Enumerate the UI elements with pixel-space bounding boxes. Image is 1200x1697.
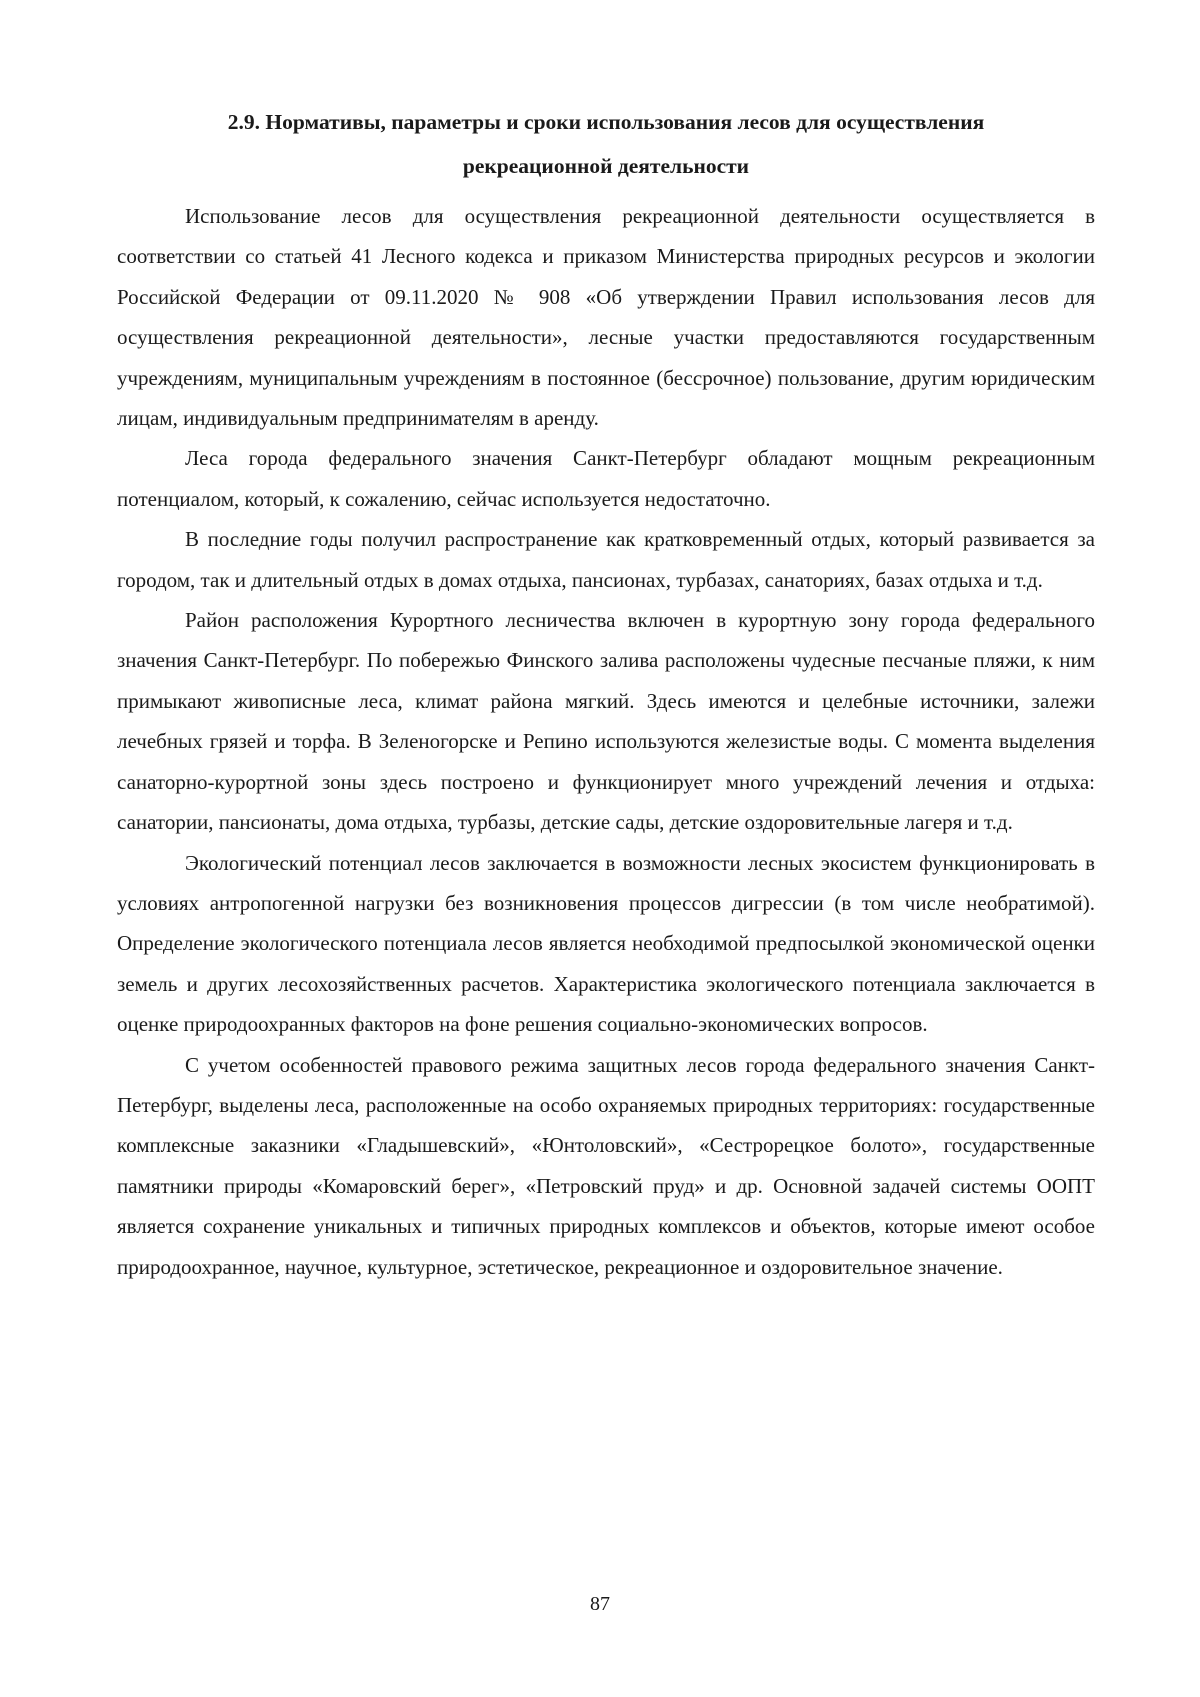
section-title-line-2: рекреационной деятельности <box>462 154 750 178</box>
paragraph-recreational-potential: Леса города федерального значения Санкт-Петербург обладают мощным рекреационным потенциалом, который, к сожалению, сейчас используется недостаточно. <box>117 446 1095 511</box>
page-content <box>117 100 1095 1287</box>
paragraph-kurortny-forestry-district: Район расположения Курортного лесничества включен в курортную зону города федерального значения Санкт-Петербург. По побережью Финского залива расположены чудесные песчаные пляжи, к ним примыкают живописные леса, климат района мягкий. Здесь имеются и целебные источники, залежи лечебных грязей и торфа. В Зеленогорске и Репино используются железистые воды. С момента выделения санаторно-курортной зоны здесь построено и функционирует много учреждений лечения и отдыха: санатории, пансионаты, дома отдыха, турбазы, детские сады, детские оздоровительные лагеря и т.д. <box>117 608 1095 835</box>
paragraph-recent-years-recreation: В последние годы получил распространение как кратковременный отдых, который развивается за городом, так и длительный отдых в домах отдыха, пансионах, турбазах, санаториях, базах отдыха и т.д. <box>117 527 1095 592</box>
paragraph-ecological-potential: Экологический потенциал лесов заключается в возможности лесных экосистем функционировать в условиях антропогенной нагрузки без возникновения процессов дигрессии (в том числе необратимой). Определение экологического потенциала лесов является необходимой предпосылкой экономической оценки земель и других лесохозяйственных расчетов. Характеристика экологического потенциала заключается в оценке природоохранных факторов на фоне решения социально-экономических вопросов. <box>117 850 1095 1037</box>
paragraph-forest-use-legal-basis: Использование лесов для осуществления рекреационной деятельности осуществляется в соответствии со статьей 41 Лесного кодекса и приказом Министерства природных ресурсов и экологии Российской Федерации от 09.11.2020 № 908 «Об утверждении Правил использования лесов для осуществления рекреационной деятельности», лесные участки предоставляются государственным учреждениям, муниципальным учреждениям в постоянное (бессрочное) пользование, другим юридическим лицам, индивидуальным предпринимателям в аренду. <box>117 204 1095 431</box>
section-title-line-1: 2.9. Нормативы, параметры и сроки использования лесов для осуществления <box>227 110 985 134</box>
page-number: 87 <box>590 1593 610 1615</box>
paragraph-protected-areas: С учетом особенностей правового режима защитных лесов города федерального значения Санкт-Петербург, выделены леса, расположенные на особо охраняемых природных территориях: государственные комплексные заказники «Гладышевский», «Юнтоловский», «Сестрорецкое болото», государственные памятники природы «Комаровский берег», «Петровский пруд» и др. Основной задачей системы ООПТ является сохранение уникальных и типичных природных комплексов и объектов, которые имеют особое природоохранное, научное, культурное, эстетическое, рекреационное и оздоровительное значение. <box>117 1052 1095 1279</box>
section-title <box>117 100 1095 188</box>
